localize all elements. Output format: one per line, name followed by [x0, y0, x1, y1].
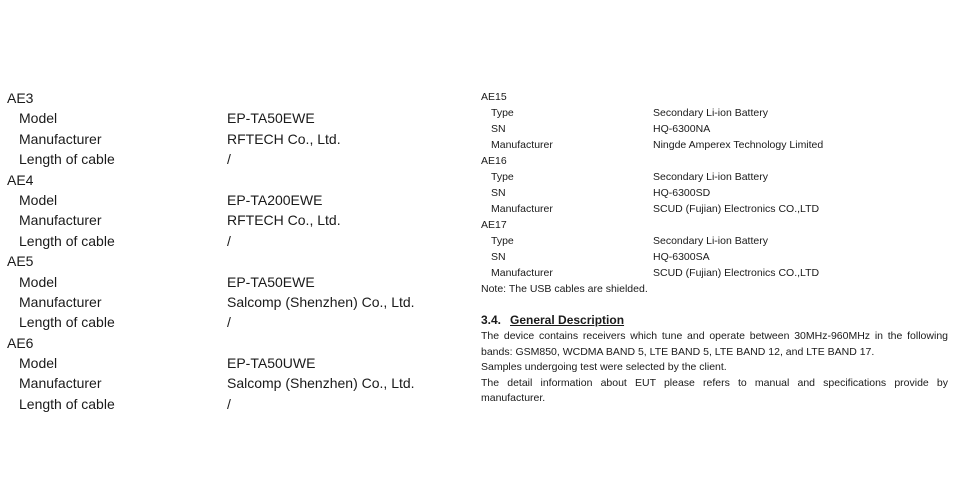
row-value: Secondary Li-ion Battery	[653, 235, 768, 247]
manufacturer-row	[7, 129, 457, 149]
row-value: Salcomp (Shenzhen) Co., Ltd.	[227, 293, 415, 310]
cable-length-row	[7, 394, 457, 414]
cable-note: Note: The USB cables are shielded.	[481, 283, 648, 295]
row-value: SCUD (Fujian) Electronics CO.,LTD	[653, 203, 820, 215]
left-column	[7, 88, 457, 414]
type-row	[481, 233, 951, 249]
group-title-ae17: AE17	[481, 219, 507, 231]
row-label: SN	[491, 251, 506, 263]
model-row	[7, 190, 457, 210]
row-label: Length of cable	[19, 151, 115, 168]
row-label: Manufacturer	[491, 139, 553, 151]
section-heading	[481, 311, 951, 329]
row-value: /	[227, 314, 231, 331]
row-label: Type	[491, 171, 514, 183]
row-label: Manufacturer	[19, 375, 102, 392]
row-value: Ningde Amperex Technology Limited	[653, 139, 824, 151]
row-label: Model	[19, 273, 58, 290]
cable-length-row	[7, 312, 457, 332]
sn-row	[481, 249, 951, 265]
sn-row	[481, 185, 951, 201]
row-label: Manufacturer	[19, 293, 102, 310]
row-label: SN	[491, 187, 506, 199]
group-title-ae5: AE5	[7, 253, 34, 270]
section-title: General Description	[510, 313, 625, 327]
row-value: RFTECH Co., Ltd.	[227, 130, 341, 147]
row-value: Secondary Li-ion Battery	[653, 171, 768, 183]
row-value: HQ-6300SD	[653, 187, 711, 199]
row-label: Model	[19, 355, 58, 372]
manufacturer-row	[481, 265, 951, 281]
row-label: Length of cable	[19, 232, 115, 249]
group-title-ae3: AE3	[7, 90, 34, 106]
row-label: Manufacturer	[19, 212, 102, 229]
manufacturer-row	[7, 210, 457, 230]
section-number: 3.4.	[481, 313, 502, 327]
row-value: EP-TA50UWE	[227, 355, 316, 372]
row-value: EP-TA50EWE	[227, 110, 315, 127]
description-paragraph: The detail information about EUT please refers to manual and specifications provide by manufacturer.	[481, 376, 948, 405]
model-row	[7, 108, 457, 128]
row-label: Model	[19, 191, 58, 208]
model-row	[7, 353, 457, 373]
row-label: Type	[491, 107, 514, 119]
row-value: /	[227, 151, 231, 168]
row-label: SN	[491, 123, 506, 135]
group-title-ae4: AE4	[7, 171, 34, 188]
description-paragraph: The device contains receivers which tune and operate between 30MHz-960MHz in the following bands: GSM850, WCDMA BAND 5, LTE BAND 5, LTE BAND 12, and LTE BAND 17.	[481, 330, 948, 358]
row-label: Manufacturer	[491, 267, 553, 279]
row-value: Secondary Li-ion Battery	[653, 107, 768, 119]
row-value: RFTECH Co., Ltd.	[227, 212, 341, 229]
description-paragraph: Samples undergoing test were selected by the client.	[481, 361, 727, 374]
row-value: SCUD (Fujian) Electronics CO.,LTD	[653, 267, 820, 279]
row-label: Manufacturer	[19, 130, 102, 147]
row-value: HQ-6300SA	[653, 251, 710, 263]
group-title-ae6: AE6	[7, 334, 34, 351]
row-value: EP-TA200EWE	[227, 191, 323, 208]
row-label: Model	[19, 110, 58, 127]
row-value: /	[227, 395, 231, 412]
manufacturer-row	[7, 292, 457, 312]
model-row	[7, 272, 457, 292]
row-value: Salcomp (Shenzhen) Co., Ltd.	[227, 375, 415, 392]
manufacturer-row	[481, 201, 951, 217]
right-column	[481, 89, 951, 407]
row-label: Length of cable	[19, 314, 115, 331]
row-value: HQ-6300NA	[653, 123, 711, 135]
row-label: Manufacturer	[491, 203, 553, 215]
type-row	[481, 169, 951, 185]
cable-length-row	[7, 231, 457, 251]
row-value: /	[227, 232, 231, 249]
row-label: Length of cable	[19, 395, 115, 412]
sn-row	[481, 121, 951, 137]
row-value: EP-TA50EWE	[227, 273, 315, 290]
type-row	[481, 105, 951, 121]
manufacturer-row	[7, 373, 457, 393]
manufacturer-row	[481, 137, 951, 153]
cable-length-row	[7, 149, 457, 169]
group-title-ae16: AE16	[481, 155, 507, 167]
row-label: Type	[491, 235, 514, 247]
group-title-ae15: AE15	[481, 91, 507, 103]
